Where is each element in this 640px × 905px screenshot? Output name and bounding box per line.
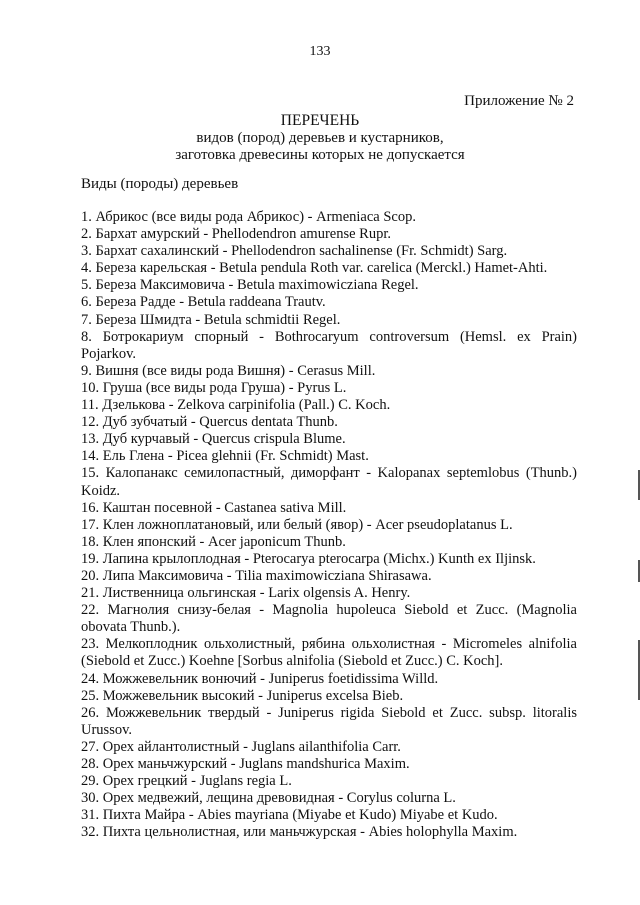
list-item: 7. Береза Шмидта - Betula schmidtii Regel. <box>81 311 341 328</box>
species-list <box>81 209 577 841</box>
list-item: 31. Пихта Майра - Abies mayriana (Miyabe et Kudo) Miyabe et Kudo. <box>81 807 498 824</box>
subtitle-line: видов (пород) деревьев и кустарников, <box>196 129 444 146</box>
list-item: 12. Дуб зубчатый - Quercus dentata Thunb. <box>81 414 338 431</box>
list-item: 4. Береза карельская - Betula pendula Roth var. carelica (Merckl.) Hamet-Ahti. <box>81 260 548 277</box>
list-item: 1. Абрикос (все виды рода Абрикос) - Armeniaca Scop. <box>81 209 416 225</box>
list-item: 25. Можжевельник высокий - Juniperus excelsa Bieb. <box>81 687 404 704</box>
subtitle-line: заготовка древесины которых не допускается <box>175 147 465 163</box>
list-item: 11. Дзелькова - Zelkova carpinifolia (Pall.) C. Koch. <box>81 397 391 414</box>
list-item: 26. Можжевельник твердый - Juniperus rigida Siebold et Zucc. subsp. litoralis Urussov. <box>81 704 577 738</box>
list-item: 20. Липа Максимовича - Tilia maximowicziana Shirasawa. <box>81 567 432 584</box>
list-item: 32. Пихта цельнолистная, или маньчжурская - Abies holophylla Maxim. <box>81 824 518 841</box>
list-item: 21. Лиственница ольгинская - Larix olgensis A. Henry. <box>81 585 411 602</box>
list-item: 30. Орех медвежий, лещина древовидная - Corylus colurna L. <box>81 790 456 807</box>
list-item: 2. Бархат амурский - Phellodendron amurense Rupr. <box>81 226 391 243</box>
list-item: 18. Клен японский - Acer japonicum Thunb. <box>81 533 346 550</box>
list-item: 23. Мелкоплодник ольхолистный, рябина ольхолистная - Micromeles alnifolia (Siebold et Zucc.) Koehne [Sorbus alnifolia (Siebold et Zucc.) C. Koch]. <box>81 636 577 670</box>
list-item: 15. Калопанакс семилопастный, диморфант - Kalopanax septemlobus (Thunb.) Koidz. <box>81 465 577 499</box>
list-item: 13. Дуб курчавый - Quercus crispula Blume. <box>81 431 346 448</box>
list-item: 3. Бархат сахалинский - Phellodendron sachalinense (Fr. Schmidt) Sarg. <box>81 243 508 260</box>
list-item: 24. Можжевельник вонючий - Juniperus foetidissima Willd. <box>81 670 439 687</box>
title-block <box>0 112 640 165</box>
list-item: 8. Ботрокариум спорный - Bothrocaryum controversum (Hemsl. ex Prain) Pojarkov. <box>81 328 577 362</box>
list-item: 27. Орех айлантолистный - Juglans ailanthifolia Carr. <box>81 738 401 755</box>
document-title: ПЕРЕЧЕНЬ <box>280 112 360 129</box>
list-item: 28. Орех маньчжурский - Juglans mandshurica Maxim. <box>81 756 410 772</box>
list-item: 16. Каштан посевной - Castanea sativa Mill. <box>81 499 347 516</box>
section-heading: Виды (породы) деревьев <box>81 176 239 192</box>
list-item: 9. Вишня (все виды рода Вишня) - Cerasus Mill. <box>81 362 376 379</box>
list-item: 29. Орех грецкий - Juglans regia L. <box>81 773 292 790</box>
appendix-label: Приложение № 2 <box>464 93 574 109</box>
list-item: 10. Груша (все виды рода Груша) - Pyrus L. <box>81 379 347 396</box>
list-item: 6. Береза Радде - Betula raddeana Trautv. <box>81 294 326 311</box>
page-number: 133 <box>309 44 331 59</box>
list-item: 19. Лапина крылоплодная - Pterocarya pterocarpa (Michx.) Kunth ex Iljinsk. <box>81 550 536 567</box>
list-item: 14. Ель Глена - Picea glehnii (Fr. Schmidt) Mast. <box>81 448 369 465</box>
list-item: 17. Клен ложноплатановый, или белый (явор) - Acer pseudoplatanus L. <box>81 516 513 533</box>
list-item: 5. Береза Максимовича - Betula maximowicziana Regel. <box>81 277 419 294</box>
list-item: 22. Магнолия снизу-белая - Magnolia hupoleuca Siebold et Zucc. (Magnolia obovata Thunb.). <box>81 602 577 636</box>
